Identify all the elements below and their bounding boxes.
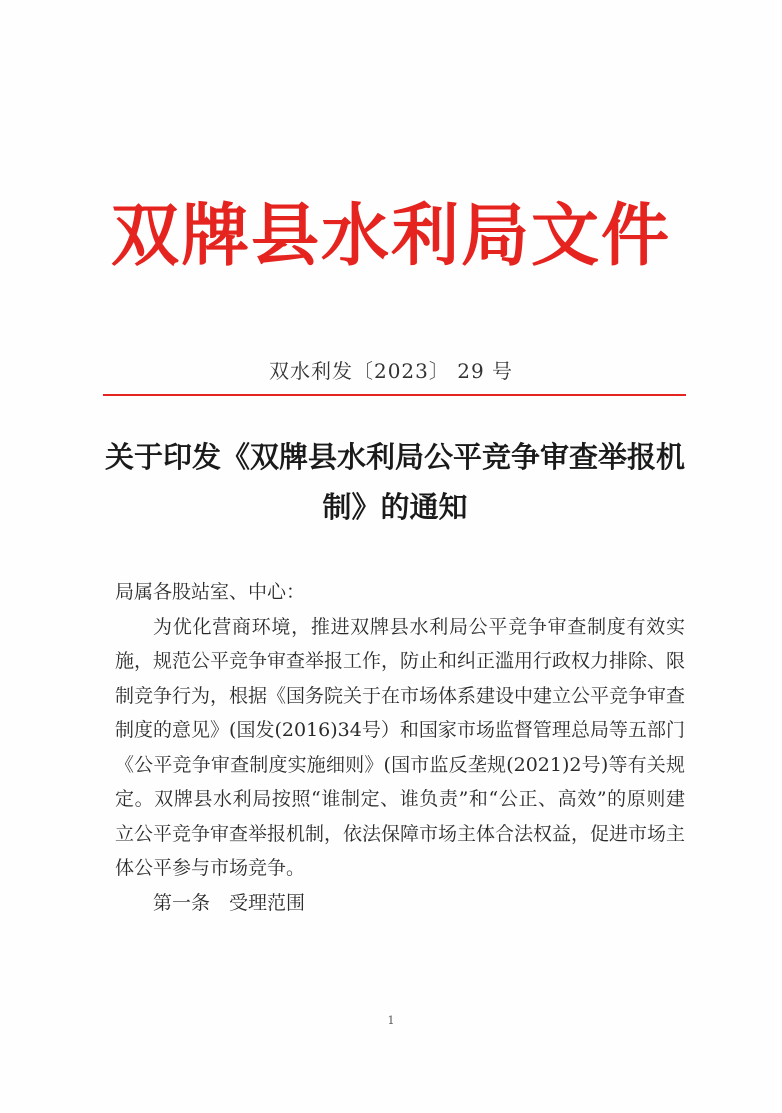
red-divider-line bbox=[103, 394, 686, 396]
salutation: 局属各股站室、中心： bbox=[115, 581, 306, 603]
masthead-title: 双牌县水利局文件 bbox=[110, 197, 671, 276]
notice-title: 关于印发《双牌县水利局公平竞争审查举报机制》的通知 bbox=[104, 440, 685, 524]
article-heading: 第一条 受理范围 bbox=[153, 891, 306, 914]
body-paragraph: 为优化营商环境，推进双牌县水利局公平竞争审查制度有效实施，规范公平竞争审查举报工作，防止和纠正滥用行政权力排除、限制竞争行为，根据《国务院关于在市场体系建设中建立公平竞争审查制度的意见》(国发(2016)34号）和国家市场监督管理总局等五部门《公平竞争审查制度实施细则》(国市监反垄规(2021)2号)等有关规定。双牌县水利局按照“谁制定、谁负责”和“公正、高效”的原则建立公平竞争审查举报机制，依法保障市场主体合法权益，促进市场主体公平参与市场竞争。 bbox=[115, 615, 686, 879]
document-number: 双水利发〔2023〕 29 号 bbox=[268, 359, 514, 383]
page-number: 1 bbox=[387, 1014, 395, 1027]
document-body bbox=[115, 575, 685, 920]
